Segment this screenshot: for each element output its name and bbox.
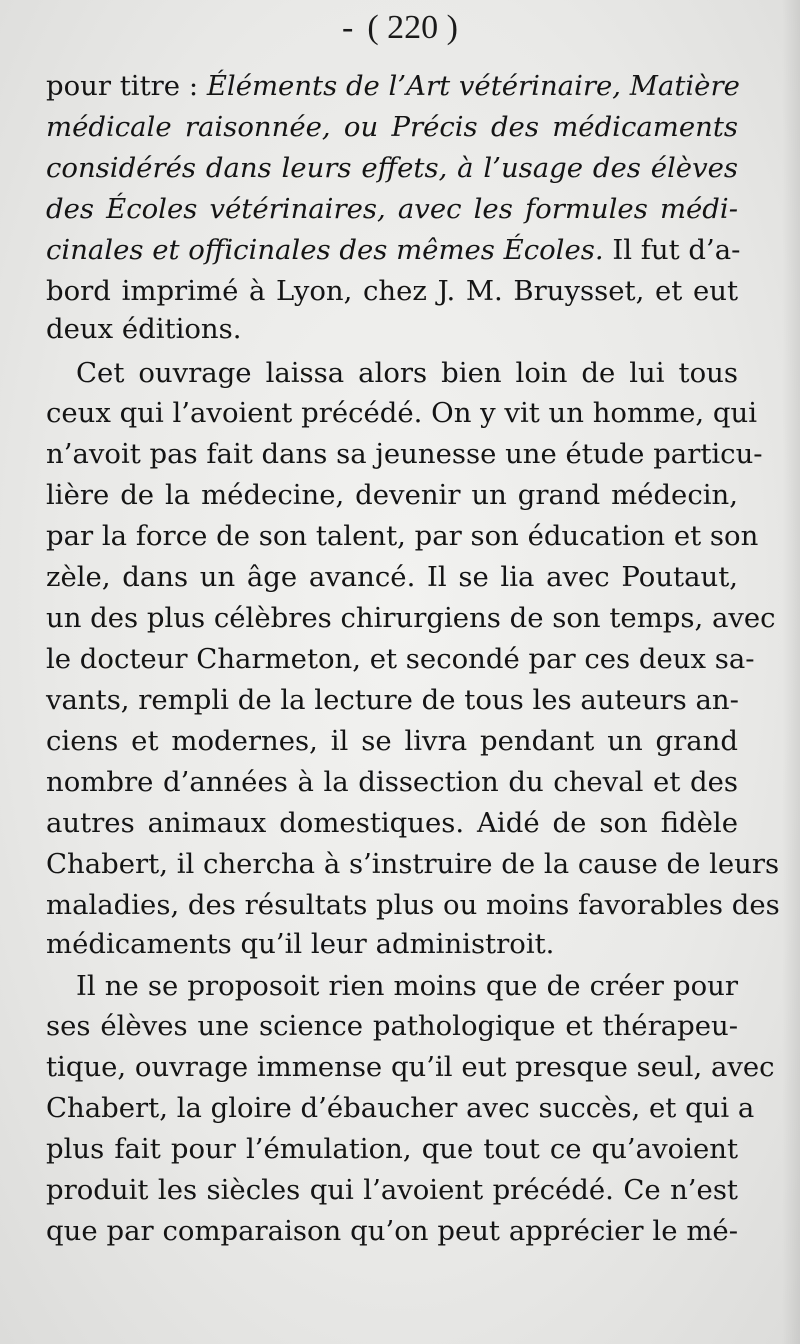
text-line: tique, ouvrage immense qu’il eut presque seul, avec [46,1051,775,1083]
text-line: que par comparaison qu’on peut apprécier le mé- [46,1215,738,1247]
text-line: zèle, dans un âge avancé. Il se lia avec Poutaut, [46,561,738,593]
header-dash: - [342,9,354,46]
text-line: des Écoles vétérinaires, avec les formules médi- [46,193,738,225]
book-title-span: cinales et officinales des mêmes Écoles. [46,234,604,266]
text-line: produit les siècles qui l’avoient précédé. Ce n’est [46,1174,738,1206]
text-line: n’avoit pas fait dans sa jeunesse une étude particu- [46,438,763,470]
text-line: bord imprimé à Lyon, chez J. M. Bruysset, et eut [46,275,738,307]
text-line: ses élèves une science pathologique et thérapeu- [46,1010,738,1042]
text-line: un des plus célèbres chirurgiens de son temps, avec [46,602,776,634]
page-edge-shadow [782,0,800,1344]
text-line: ceux qui l’avoient précédé. On y vit un homme, qui [46,397,757,429]
text-line: médicale raisonnée, ou Précis des médicaments [46,111,738,143]
text-line: par la force de son talent, par son éducation et son [46,520,759,552]
text-line: ciens et modernes, il se livra pendant un grand [46,725,738,757]
text-line: deux éditions. [46,313,242,345]
text-line [46,66,738,107]
text-line: Chabert, il chercha à s’instruire de la cause de leurs [46,848,780,880]
text-line: maladies, des résultats plus ou moins favorables des [46,889,780,921]
text-line: Chabert, la gloire d’ébaucher avec succès, et qui a [46,1092,755,1124]
text-line: le docteur Charmeton, et secondé par ces deux sa- [46,643,755,675]
text-line: vants, rempli de la lecture de tous les auteurs an- [46,684,739,716]
page-header [0,8,800,48]
text-line: considérés dans leurs effets, à l’usage des élèves [46,152,738,184]
text-line [46,230,741,271]
text-line: nombre d’années à la dissection du cheval et des [46,766,738,798]
paragraph-first-line: Il ne se proposoit rien moins que de créer pour [76,970,738,1002]
text-line: autres animaux domestiques. Aidé de son fidèle [46,807,738,839]
text-span: pour titre : [46,70,207,102]
paragraph-first-line: Cet ouvrage laissa alors bien loin de lui tous [76,357,738,389]
text-span: Il fut d’a- [603,234,741,266]
text-line: médicaments qu’il leur administroit. [46,928,555,960]
text-line: lière de la médecine, devenir un grand médecin, [46,479,738,511]
page-number: ( 220 ) [367,9,458,46]
book-title-span: Éléments de l’Art vétérinaire, Matière [206,70,740,102]
text-line: plus fait pour l’émulation, que tout ce qu’avoient [46,1133,738,1165]
